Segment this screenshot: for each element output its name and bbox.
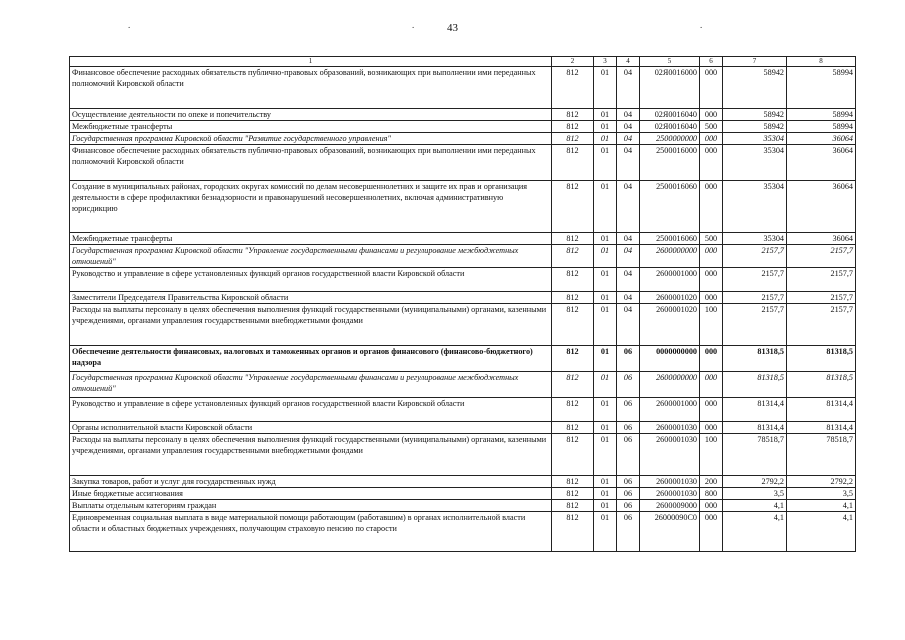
amount-year-1: 2157,7	[723, 245, 787, 268]
expense-name: Обеспечение деятельности финансовых, налоговых и таможенных органов и органов финансового (финансово-бюджетного) надзора	[70, 346, 552, 372]
section-code: 01	[594, 181, 617, 233]
expense-name: Закупка товаров, работ и услуг для государственных нужд	[70, 476, 552, 488]
amount-year-1: 35304	[723, 145, 787, 181]
amount-year-1: 2792,2	[723, 476, 787, 488]
amount-year-2: 4,1	[787, 512, 856, 552]
amount-year-1: 2157,7	[723, 268, 787, 292]
expense-name: Единовременная социальная выплата в виде материальной помощи работающим (работавшим) в органах исполнительной власти области и областных бюджетных учреждениях, получающим страховую пенсию по старости	[70, 512, 552, 552]
subsection-code: 04	[617, 268, 640, 292]
section-code: 01	[594, 422, 617, 434]
column-number: 3	[594, 57, 617, 67]
column-number-row	[70, 57, 856, 67]
amount-year-2: 2792,2	[787, 476, 856, 488]
subsection-code: 06	[617, 434, 640, 476]
target-article-code: 2600001000	[640, 398, 700, 422]
amount-year-2: 58994	[787, 109, 856, 121]
subsection-code: 04	[617, 133, 640, 145]
amount-year-1: 2157,7	[723, 292, 787, 304]
amount-year-1: 58942	[723, 121, 787, 133]
expense-type-code: 500	[700, 121, 723, 133]
target-article-code: 02Я0016040	[640, 109, 700, 121]
table-row	[70, 245, 856, 268]
table-row	[70, 181, 856, 233]
expense-type-code: 000	[700, 512, 723, 552]
target-article-code: 2600001030	[640, 434, 700, 476]
subsection-code: 06	[617, 500, 640, 512]
amount-year-2: 2157,7	[787, 304, 856, 346]
subsection-code: 06	[617, 512, 640, 552]
expense-name: Расходы на выплаты персоналу в целях обеспечения выполнения функций государственными (муниципальными) органами, казенными учреждениями, органами управления государственными внебюджетными фондами	[70, 434, 552, 476]
amount-year-2: 58994	[787, 67, 856, 109]
ministry-code: 812	[552, 476, 594, 488]
table-row	[70, 233, 856, 245]
expense-name: Органы исполнительной власти Кировской области	[70, 422, 552, 434]
scan-dot: .	[700, 20, 703, 30]
amount-year-1: 78518,7	[723, 434, 787, 476]
ministry-code: 812	[552, 398, 594, 422]
subsection-code: 04	[617, 292, 640, 304]
ministry-code: 812	[552, 292, 594, 304]
amount-year-1: 4,1	[723, 500, 787, 512]
page-number: 43	[447, 22, 458, 34]
ministry-code: 812	[552, 233, 594, 245]
amount-year-2: 81318,5	[787, 372, 856, 398]
amount-year-2: 81318,5	[787, 346, 856, 372]
scan-dot: .	[128, 20, 131, 30]
expense-name: Создание в муниципальных районах, городских округах комиссий по делам несовершеннолетних и защите их прав и организация деятельности в сфере профилактики безнадзорности и правонарушений несовершеннолетних, включая административную юрисдикцию	[70, 181, 552, 233]
target-article-code: 2500016060	[640, 233, 700, 245]
target-article-code: 0000000000	[640, 346, 700, 372]
target-article-code: 2600001000	[640, 268, 700, 292]
expense-type-code: 000	[700, 500, 723, 512]
expense-type-code: 800	[700, 488, 723, 500]
expense-name: Выплаты отдельным категориям граждан	[70, 500, 552, 512]
table-row	[70, 372, 856, 398]
expense-name: Финансовое обеспечение расходных обязательств публично-правовых образований, возникающих при выполнении ими переданных полномочий Кировской области	[70, 67, 552, 109]
table-row	[70, 476, 856, 488]
subsection-code: 06	[617, 346, 640, 372]
table-row	[70, 434, 856, 476]
expense-type-code: 000	[700, 109, 723, 121]
expense-type-code: 000	[700, 268, 723, 292]
expense-type-code: 000	[700, 292, 723, 304]
expense-name: Межбюджетные трансферты	[70, 233, 552, 245]
section-code: 01	[594, 304, 617, 346]
expense-type-code: 000	[700, 181, 723, 233]
amount-year-1: 81314,4	[723, 422, 787, 434]
amount-year-1: 35304	[723, 233, 787, 245]
ministry-code: 812	[552, 512, 594, 552]
subsection-code: 04	[617, 121, 640, 133]
subsection-code: 06	[617, 422, 640, 434]
ministry-code: 812	[552, 133, 594, 145]
ministry-code: 812	[552, 422, 594, 434]
expense-name: Иные бюджетные ассигнования	[70, 488, 552, 500]
column-number: 4	[617, 57, 640, 67]
subsection-code: 04	[617, 245, 640, 268]
section-code: 01	[594, 372, 617, 398]
expense-name: Заместители Председателя Правительства Кировской области	[70, 292, 552, 304]
expense-type-code: 000	[700, 398, 723, 422]
amount-year-1: 58942	[723, 67, 787, 109]
expense-type-code: 000	[700, 133, 723, 145]
subsection-code: 06	[617, 398, 640, 422]
expense-name: Расходы на выплаты персоналу в целях обеспечения выполнения функций государственными (муниципальными) органами, казенными учреждениями, органами управления государственными внебюджетными фондами	[70, 304, 552, 346]
amount-year-1: 81318,5	[723, 346, 787, 372]
scan-dot: .	[412, 20, 415, 30]
expense-type-code: 000	[700, 67, 723, 109]
expense-type-code: 100	[700, 434, 723, 476]
table-row	[70, 500, 856, 512]
section-code: 01	[594, 268, 617, 292]
amount-year-1: 81314,4	[723, 398, 787, 422]
amount-year-2: 81314,4	[787, 422, 856, 434]
column-number: 2	[552, 57, 594, 67]
subsection-code: 04	[617, 145, 640, 181]
section-code: 01	[594, 245, 617, 268]
section-code: 01	[594, 67, 617, 109]
section-code: 01	[594, 133, 617, 145]
section-code: 01	[594, 145, 617, 181]
table-row	[70, 145, 856, 181]
target-article-code: 2600001020	[640, 292, 700, 304]
amount-year-1: 58942	[723, 109, 787, 121]
section-code: 01	[594, 476, 617, 488]
ministry-code: 812	[552, 268, 594, 292]
table-row	[70, 133, 856, 145]
amount-year-2: 36064	[787, 233, 856, 245]
amount-year-2: 36064	[787, 133, 856, 145]
section-code: 01	[594, 233, 617, 245]
ministry-code: 812	[552, 121, 594, 133]
section-code: 01	[594, 121, 617, 133]
ministry-code: 812	[552, 245, 594, 268]
column-number: 7	[723, 57, 787, 67]
expense-name: Государственная программа Кировской области "Управление государственными финансами и регулирование межбюджетных отношений"	[70, 245, 552, 268]
target-article-code: 2600009000	[640, 500, 700, 512]
table-row	[70, 67, 856, 109]
subsection-code: 04	[617, 181, 640, 233]
target-article-code: 2600001030	[640, 488, 700, 500]
expense-name: Межбюджетные трансферты	[70, 121, 552, 133]
subsection-code: 06	[617, 372, 640, 398]
amount-year-2: 36064	[787, 145, 856, 181]
column-number: 1	[70, 57, 552, 67]
expense-type-code: 000	[700, 145, 723, 181]
expense-name: Государственная программа Кировской области "Развитие государственного управления"	[70, 133, 552, 145]
subsection-code: 06	[617, 488, 640, 500]
target-article-code: 26000090С0	[640, 512, 700, 552]
amount-year-1: 4,1	[723, 512, 787, 552]
subsection-code: 04	[617, 109, 640, 121]
section-code: 01	[594, 398, 617, 422]
column-number: 8	[787, 57, 856, 67]
ministry-code: 812	[552, 67, 594, 109]
amount-year-1: 35304	[723, 133, 787, 145]
target-article-code: 02Я0016000	[640, 67, 700, 109]
ministry-code: 812	[552, 109, 594, 121]
section-code: 01	[594, 109, 617, 121]
section-code: 01	[594, 292, 617, 304]
amount-year-2: 3,5	[787, 488, 856, 500]
amount-year-1: 81318,5	[723, 372, 787, 398]
table-row	[70, 398, 856, 422]
target-article-code: 2600001020	[640, 304, 700, 346]
expense-name: Государственная программа Кировской области "Управление государственными финансами и регулирование межбюджетных отношений"	[70, 372, 552, 398]
amount-year-1: 2157,7	[723, 304, 787, 346]
column-number: 5	[640, 57, 700, 67]
target-article-code: 2600001030	[640, 476, 700, 488]
section-code: 01	[594, 434, 617, 476]
table-row	[70, 268, 856, 292]
expense-name: Руководство и управление в сфере установленных функций органов государственной власти Кировской области	[70, 268, 552, 292]
target-article-code: 2500000000	[640, 133, 700, 145]
ministry-code: 812	[552, 145, 594, 181]
ministry-code: 812	[552, 500, 594, 512]
section-code: 01	[594, 346, 617, 372]
expense-type-code: 200	[700, 476, 723, 488]
table-row	[70, 304, 856, 346]
subsection-code: 04	[617, 304, 640, 346]
ministry-code: 812	[552, 372, 594, 398]
table-row	[70, 292, 856, 304]
target-article-code: 2600000000	[640, 372, 700, 398]
expense-name: Осуществление деятельности по опеке и попечительству	[70, 109, 552, 121]
amount-year-1: 35304	[723, 181, 787, 233]
amount-year-2: 2157,7	[787, 292, 856, 304]
ministry-code: 812	[552, 346, 594, 372]
amount-year-1: 3,5	[723, 488, 787, 500]
amount-year-2: 81314,4	[787, 398, 856, 422]
subsection-code: 06	[617, 476, 640, 488]
table-row	[70, 488, 856, 500]
expense-type-code: 500	[700, 233, 723, 245]
target-article-code: 2600001030	[640, 422, 700, 434]
ministry-code: 812	[552, 488, 594, 500]
budget-table	[69, 56, 856, 552]
amount-year-2: 78518,7	[787, 434, 856, 476]
column-number: 6	[700, 57, 723, 67]
section-code: 01	[594, 512, 617, 552]
subsection-code: 04	[617, 67, 640, 109]
target-article-code: 2500016060	[640, 181, 700, 233]
ministry-code: 812	[552, 434, 594, 476]
section-code: 01	[594, 500, 617, 512]
target-article-code: 02Я0016040	[640, 121, 700, 133]
amount-year-2: 36064	[787, 181, 856, 233]
ministry-code: 812	[552, 304, 594, 346]
expense-type-code: 000	[700, 245, 723, 268]
section-code: 01	[594, 488, 617, 500]
expense-type-code: 100	[700, 304, 723, 346]
table-row	[70, 346, 856, 372]
table-row	[70, 422, 856, 434]
target-article-code: 2600000000	[640, 245, 700, 268]
expense-type-code: 000	[700, 372, 723, 398]
expense-type-code: 000	[700, 346, 723, 372]
subsection-code: 04	[617, 233, 640, 245]
amount-year-2: 2157,7	[787, 268, 856, 292]
table-row	[70, 121, 856, 133]
expense-name: Финансовое обеспечение расходных обязательств публично-правовых образований, возникающих при выполнении ими переданных полномочий Кировской области	[70, 145, 552, 181]
expense-type-code: 000	[700, 422, 723, 434]
target-article-code: 2500016000	[640, 145, 700, 181]
amount-year-2: 4,1	[787, 500, 856, 512]
table-row	[70, 512, 856, 552]
ministry-code: 812	[552, 181, 594, 233]
amount-year-2: 58994	[787, 121, 856, 133]
table-row	[70, 109, 856, 121]
amount-year-2: 2157,7	[787, 245, 856, 268]
expense-name: Руководство и управление в сфере установленных функций органов государственной власти Кировской области	[70, 398, 552, 422]
